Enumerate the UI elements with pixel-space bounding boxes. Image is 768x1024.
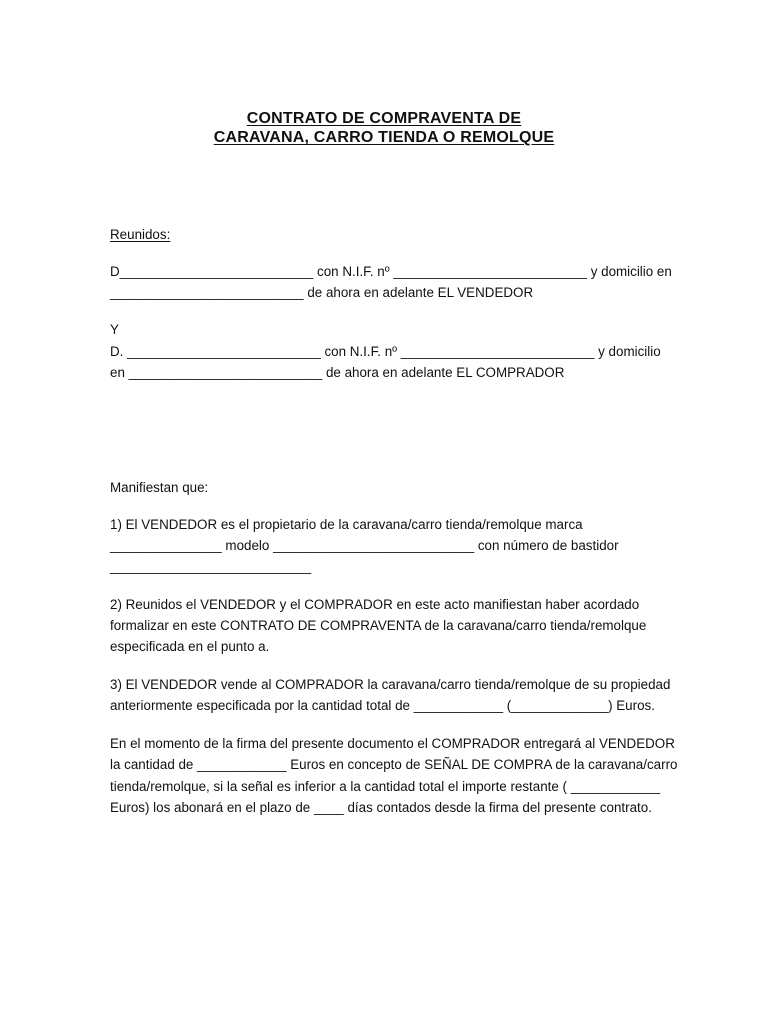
manifiestan-heading: Manifiestan que:: [110, 480, 209, 495]
reunidos-heading: Reunidos:: [110, 227, 171, 242]
clause-1-line-3: ___________________________: [110, 559, 312, 574]
buyer-line-2: en __________________________ de ahora en adelante EL COMPRADOR: [110, 365, 565, 380]
clause-3-line-2: anteriormente especificada por la cantidad total de ____________ (_____________) Euros.: [110, 698, 655, 713]
seller-line-2: __________________________ de ahora en adelante EL VENDEDOR: [110, 285, 534, 300]
clause-1-line-2: _______________ modelo ___________________________ con número de bastidor: [110, 538, 619, 553]
clause-2-line-1: 2) Reunidos el VENDEDOR y el COMPRADOR en este acto manifiestan haber acordado: [110, 597, 640, 612]
clause-4-line-2: la cantidad de ____________ Euros en concepto de SEÑAL DE COMPRA de la caravana/carro: [110, 757, 678, 772]
clause-4-line-1: En el momento de la firma del presente documento el COMPRADOR entregará al VENDEDOR: [110, 736, 675, 751]
title-line-1: CONTRATO DE COMPRAVENTA DE: [246, 110, 522, 127]
clause-3-line-1: 3) El VENDEDOR vende al COMPRADOR la caravana/carro tienda/remolque de su propiedad: [110, 677, 671, 692]
clause-4-line-4: Euros) los abonará en el plazo de ____ días contados desde la firma del presente contrato.: [110, 800, 652, 815]
title-line-2: CARAVANA, CARRO TIENDA O REMOLQUE: [213, 129, 555, 146]
clause-1-line-1: 1) El VENDEDOR es el propietario de la caravana/carro tienda/remolque marca: [110, 517, 583, 532]
seller-line-1: D__________________________ con N.I.F. nº __________________________ y domicilio en: [110, 264, 672, 279]
and-connector: Y: [110, 322, 119, 337]
buyer-line-1: D. __________________________ con N.I.F. nº __________________________ y domicilio: [110, 344, 661, 359]
clause-2-line-2: formalizar en este CONTRATO DE COMPRAVENTA de la caravana/carro tienda/remolque: [110, 618, 647, 633]
clause-2-line-3: especificada en el punto a.: [110, 639, 270, 654]
clause-4-line-3: tienda/remolque, si la señal es inferior a la cantidad total el importe restante ( ____________: [110, 779, 661, 794]
